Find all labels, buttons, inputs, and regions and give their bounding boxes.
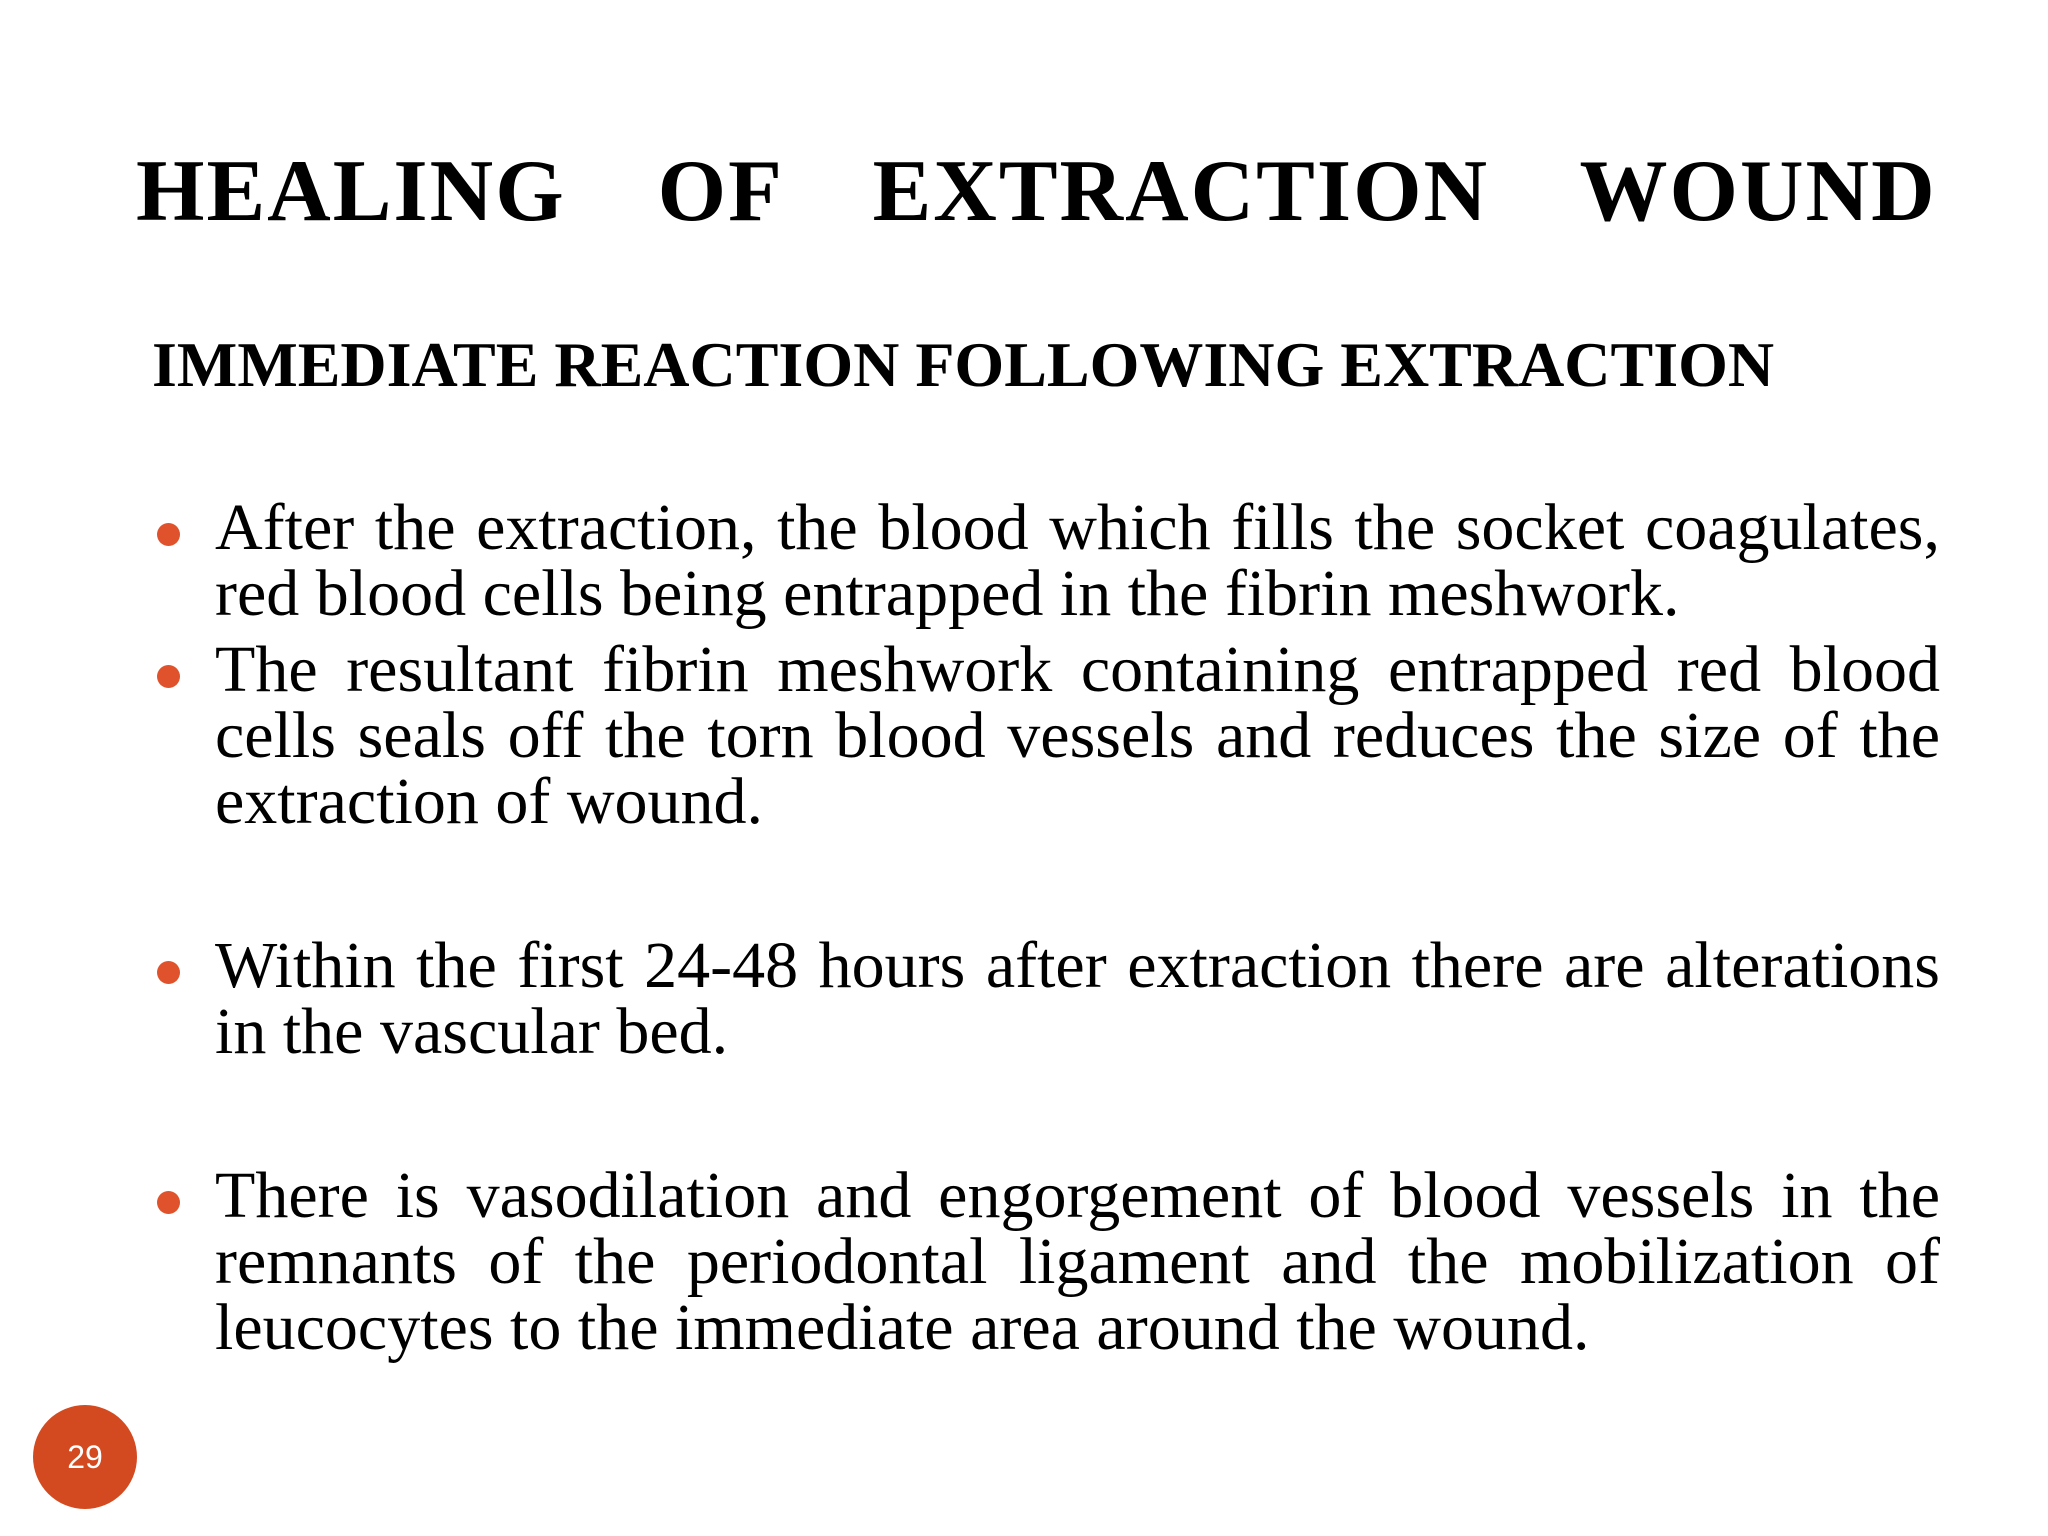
bullet-item bbox=[150, 491, 1940, 630]
bullet-text: The resultant fibrin meshwork containing entrapped red blood cells seals off the torn blood vessels and reduces the size of the extraction of wound. bbox=[215, 633, 1940, 838]
bullet-list bbox=[150, 491, 1940, 1364]
page-number-badge: 29 bbox=[33, 1405, 137, 1509]
bullet-dot-icon bbox=[157, 961, 180, 984]
bullet-text: There is vasodilation and engorgement of blood vessels in the remnants of the periodontal ligament and the mobilization of leucocytes to the immediate area around the wound. bbox=[215, 1159, 1940, 1364]
slide-title: HEALING OF EXTRACTION WOUND bbox=[136, 143, 1937, 240]
bullet-item bbox=[150, 633, 1940, 838]
bullet-dot-icon bbox=[157, 665, 180, 688]
bullet-item bbox=[150, 929, 1940, 1068]
bullet-dot-icon bbox=[157, 1191, 180, 1214]
bullet-text: Within the first 24-48 hours after extraction there are alterations in the vascular bed. bbox=[215, 929, 1940, 1068]
bullet-dot-icon bbox=[157, 523, 180, 546]
slide-subtitle: IMMEDIATE REACTION FOLLOWING EXTRACTION bbox=[152, 329, 1775, 400]
bullet-item bbox=[150, 1159, 1940, 1364]
bullet-text: After the extraction, the blood which fills the socket coagulates, red blood cells being entrapped in the fibrin meshwork. bbox=[215, 491, 1940, 630]
